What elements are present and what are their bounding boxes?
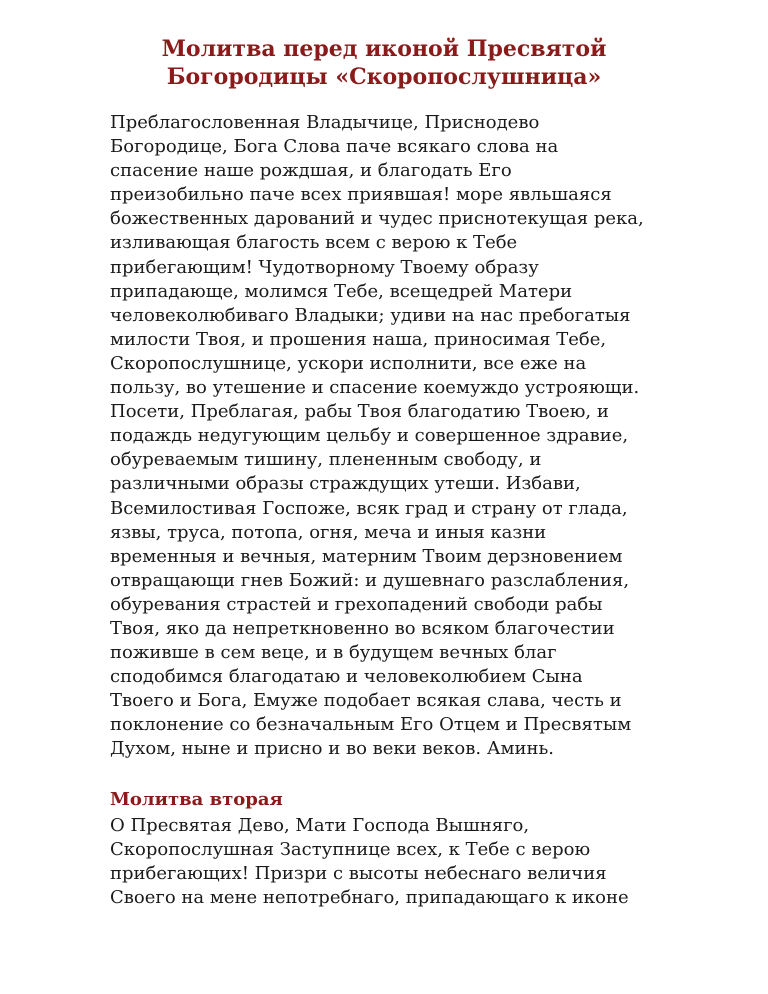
text-line: обуревания страстей и грехопадений свободи рабы	[110, 593, 603, 615]
text-line: припадающе, молимся Тебе, всещедрей Матери	[110, 280, 573, 302]
text-line: Скоропослушная Заступнице всех, к Тебе с верою	[110, 839, 591, 861]
text-line: поклонение со безначальным Его Отцем и Пресвятым	[110, 714, 632, 736]
text-line: Преблагословенная Владычице, Приснодево	[110, 112, 540, 133]
text-line: Твоя, яко да непреткновенно во всяком благочестии	[110, 617, 615, 639]
text-line: прибегающим! Чудотворному Твоему образу	[110, 256, 539, 278]
text-line: человеколюбиваго Владыки; удиви на нас пребогатыя	[110, 304, 631, 326]
page-title	[0, 35, 768, 91]
prayer-2-text	[110, 814, 750, 910]
text-line: Скоропослушнице, ускори исполнити, все еже на	[110, 352, 587, 374]
text-line: Твоего и Бога, Емуже подобает всякая слава, честь и	[110, 690, 622, 712]
prayer-1-text	[110, 111, 750, 762]
text-line: пользу, во утешение и спасение коемуждо устрояющи.	[110, 377, 640, 399]
text-line: О Пресвятая Дево, Мати Господа Вышняго,	[110, 815, 530, 836]
text-line: милости Твоя, и прошения наша, приносимая Тебе,	[110, 328, 607, 350]
text-line: отвращающи гнев Божий: и душевнаго разслабления,	[110, 569, 630, 591]
text-line: сподобимся благодатаю и человеколюбием Сына	[110, 666, 583, 688]
text-line: Всемилостивая Госпоже, всяк град и страну от глада,	[110, 497, 628, 519]
text-line: Своего на мене непотребнаго, припадающаго к иконе	[110, 887, 629, 909]
subheading-second-prayer: Молитва вторая	[110, 789, 283, 810]
text-line: различными образы страждущих утеши. Избави,	[110, 473, 581, 495]
text-line: изливающая благость всем с верою к Тебе	[110, 232, 518, 254]
text-line: божественных дарований и чудес приснотекущая река,	[110, 208, 644, 230]
text-line: язвы, труса, потопа, огня, меча и иныя казни	[110, 521, 547, 543]
text-line: подаждь недугующим цельбу и совершенное здравие,	[110, 425, 629, 447]
text-line: спасение наше рождшая, и благодать Его	[110, 160, 512, 182]
text-line: прибегающих! Призри с высоты небеснаго величия	[110, 863, 607, 885]
text-line: обуреваемым тишину, плененным свободу, и	[110, 449, 542, 471]
title-line-1: Молитва перед иконой Пресвятой	[161, 36, 607, 62]
text-line: временныя и вечныя, матерним Твоим дерзновением	[110, 545, 623, 567]
title-line-2: Богородицы «Скоропослушница»	[166, 64, 602, 90]
text-line: преизобильно паче всех приявшая! море явльшаяся	[110, 184, 612, 206]
text-line: Духом, ныне и присно и во веки веков. Аминь.	[110, 738, 554, 760]
text-line: Посети, Преблагая, рабы Твоя благодатию Твоею, и	[110, 401, 609, 423]
text-line: поживше в сем веце, и в будущем вечных благ	[110, 642, 557, 664]
text-line: Богородице, Бога Слова паче всякаго слова на	[110, 136, 559, 158]
